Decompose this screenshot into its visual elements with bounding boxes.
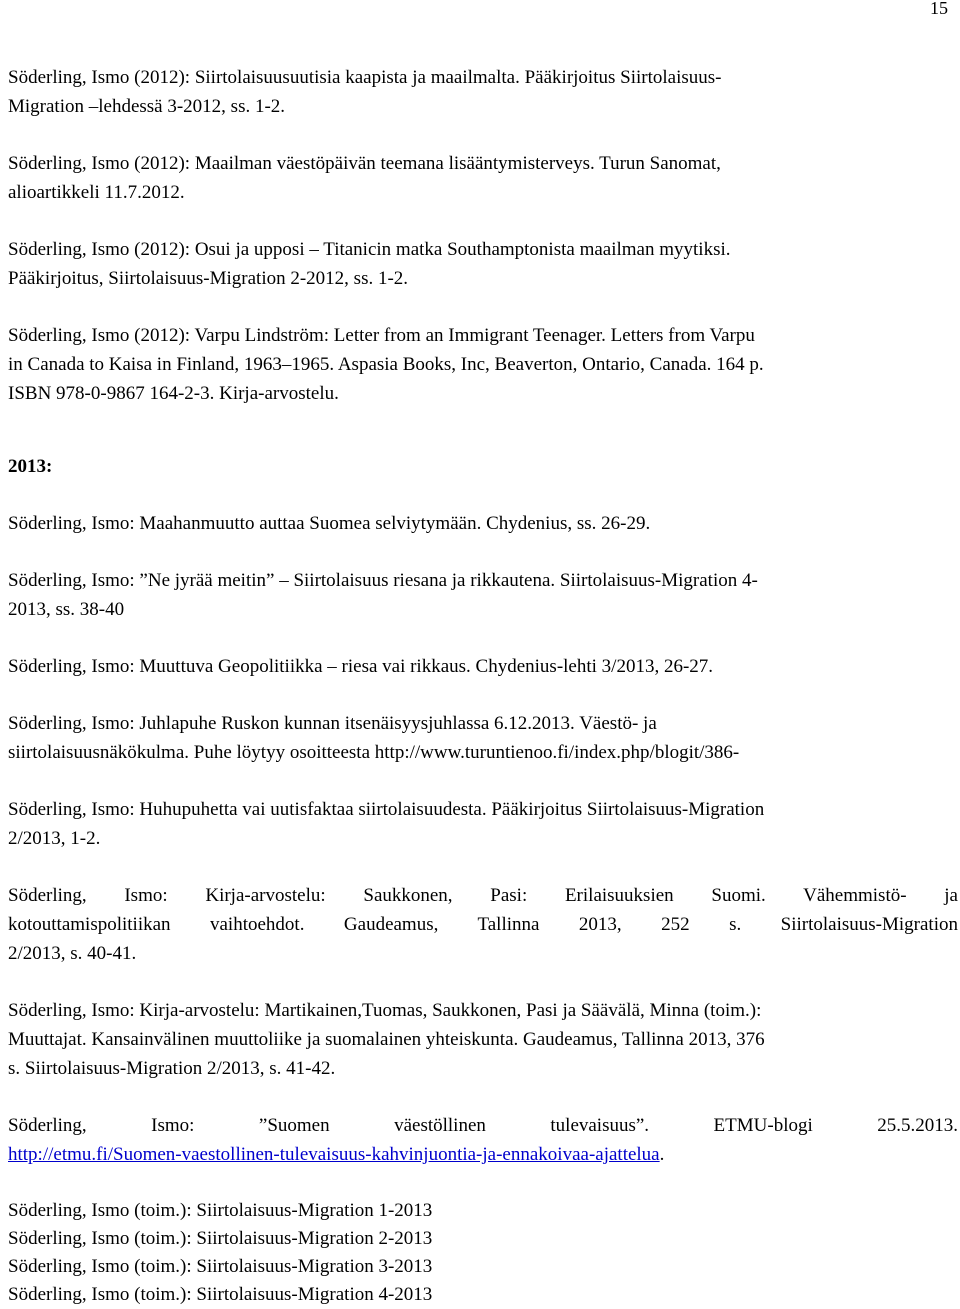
reference-entry <box>8 1111 958 1169</box>
reference-line: 2/2013, 1-2. <box>8 828 101 849</box>
editor-entry: Söderling, Ismo (toim.): Siirtolaisuus-Migration 2-2013 <box>8 1228 433 1249</box>
reference-entry <box>8 509 958 538</box>
reference-entry <box>8 63 958 121</box>
reference-line: Pääkirjoitus, Siirtolaisuus-Migration 2-2012, ss. 1-2. <box>8 268 409 289</box>
reference-line: in Canada to Kaisa in Finland, 1963–1965. Aspasia Books, Inc, Beaverton, Ontario, Canada. 164 p. <box>8 354 764 375</box>
reference-entry <box>8 652 958 681</box>
etmu-blog-link[interactable]: http://etmu.fi/Suomen-vaestollinen-tulevaisuus-kahvinjuontia-ja-ennakoivaa-ajattelua <box>8 1144 660 1165</box>
reference-line: Söderling, Ismo: Kirja-arvostelu: Saukkonen, Pasi: Erilaisuuksien Suomi. Vähemmistö- ja <box>8 885 958 906</box>
reference-entry <box>8 795 958 853</box>
page-number: 15 <box>930 0 948 18</box>
reference-line: 2013, ss. 38-40 <box>8 599 125 620</box>
trailing-period: . <box>659 1144 665 1165</box>
reference-entry <box>8 881 958 968</box>
editor-entry: Söderling, Ismo (toim.): Siirtolaisuus-Migration 1-2013 <box>8 1200 433 1221</box>
reference-line: Söderling, Ismo: Juhlapuhe Ruskon kunnan itsenäisyysjuhlassa 6.12.2013. Väestö- ja <box>8 713 657 734</box>
reference-line: Söderling, Ismo (2012): Varpu Lindström: Letter from an Immigrant Teenager. Letters from Varpu <box>8 325 755 346</box>
reference-line: Söderling, Ismo: Muuttuva Geopolitiikka – riesa vai rikkaus. Chydenius-lehti 3/2013, 26-27. <box>8 656 714 677</box>
reference-line: Söderling, Ismo: Huhupuhetta vai uutisfaktaa siirtolaisuudesta. Pääkirjoitus Siirtolaisuus-Migration <box>8 799 765 820</box>
reference-entry <box>8 149 958 207</box>
reference-line: Migration –lehdessä 3-2012, ss. 1-2. <box>8 96 286 117</box>
reference-line: Söderling, Ismo (2012): Maailman väestöpäivän teemana lisääntymisterveys. Turun Sanomat, <box>8 153 721 174</box>
reference-line: alioartikkeli 11.7.2012. <box>8 182 185 203</box>
reference-line: Söderling, Ismo: Maahanmuutto auttaa Suomea selviytymään. Chydenius, ss. 26-29. <box>8 513 651 534</box>
reference-entry <box>8 709 958 767</box>
reference-line: kotouttamispolitiikan vaihtoehdot. Gaudeamus, Tallinna 2013, 252 s. Siirtolaisuus-Migration <box>8 914 958 935</box>
reference-line: Söderling, Ismo (2012): Osui ja upposi – Titanicin matka Southamptonista maailman myytiksi. <box>8 239 731 260</box>
reference-line: Söderling, Ismo (2012): Siirtolaisuusuutisia kaapista ja maailmalta. Pääkirjoitus Siirtolaisuus- <box>8 67 722 88</box>
reference-line: Söderling, Ismo: ”Ne jyrää meitin” – Siirtolaisuus riesana ja rikkautena. Siirtolaisuus-Migration 4- <box>8 570 758 591</box>
reference-line: Muuttajat. Kansainvälinen muuttoliike ja suomalainen yhteiskunta. Gaudeamus, Tallinna 2013, 376 <box>8 1029 765 1050</box>
editor-entry: Söderling, Ismo (toim.): Siirtolaisuus-Migration 3-2013 <box>8 1256 433 1277</box>
reference-line: siirtolaisuusnäkökulma. Puhe löytyy osoitteesta http://www.turuntienoo.fi/index.php/blogit/386- <box>8 742 740 763</box>
reference-line <box>8 1140 958 1169</box>
document-body <box>8 63 958 1309</box>
reference-entry <box>8 996 958 1083</box>
reference-line: 2/2013, s. 40-41. <box>8 943 137 964</box>
reference-entry <box>8 321 958 408</box>
reference-entry <box>8 566 958 624</box>
reference-line: s. Siirtolaisuus-Migration 2/2013, s. 41-42. <box>8 1058 336 1079</box>
reference-line: Söderling, Ismo: Kirja-arvostelu: Martikainen,Tuomas, Saukkonen, Pasi ja Säävälä, Minna (toim.): <box>8 1000 762 1021</box>
reference-line: Söderling, Ismo: ”Suomen väestöllinen tulevaisuus”. ETMU-blogi 25.5.2013. <box>8 1115 958 1136</box>
reference-entry <box>8 235 958 293</box>
reference-line: ISBN 978-0-9867 164-2-3. Kirja-arvostelu. <box>8 383 339 404</box>
editor-list <box>8 1197 958 1309</box>
editor-entry: Söderling, Ismo (toim.): Siirtolaisuus-Migration 4-2013 <box>8 1284 433 1305</box>
year-heading: 2013: <box>8 456 53 477</box>
